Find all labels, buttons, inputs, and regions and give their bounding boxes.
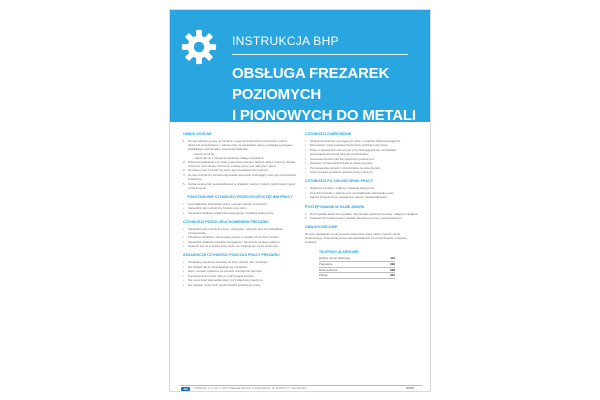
list-item: • Pracy w rękawicach ochronnych przy obracających się narzędziach. (305, 147, 398, 152)
company-logo: AD (181, 387, 190, 392)
list-item: 5. Każdą usterkę lub nieprawidłowość w działaniu maszyny należy natychmiast zgłosić przełożonemu. (183, 181, 296, 190)
list-item: • Nie zbliżać rąk do obracającego się narzędzia. (183, 264, 248, 269)
gear-icon (180, 28, 218, 66)
poster-header (170, 10, 431, 122)
list-item: • Pozostawiania narzędzi i przedmiotów na stole frezarki. (305, 165, 382, 170)
section-title: UWAGI OGÓLNE (183, 132, 212, 136)
list-item: • Przedmiot obrabiany zamocować pewnie w imadle lub na stole frezarki. (183, 235, 280, 240)
list-item: 4. Za stan techniczny frezarki odpowiada pracownik obsługujący oraz jego bezpośredni przełożony. (183, 172, 297, 182)
footer-publisher-text: © ADV24 Sp. z o.o. Sp. k. • 40-177 Dąbrowa Górnicza, ul. Kasprzaka 22 • tel. 32 264 27 77 • www.adv24.pl (193, 387, 307, 390)
list-item: • Usuwania wiórów ręką lub sprężonym powietrzem. (305, 156, 375, 161)
section-before-work (183, 195, 297, 215)
section-emergency (305, 205, 419, 221)
section-title: PODSTAWOWE CZYNNOŚCI PRZED ROZPOCZĘCIEM PRACY (187, 194, 293, 199)
section-title: ZASADNICZE CZYNNOŚCI PODCZAS PRACY FREZARKI (183, 253, 280, 258)
list-item: • Obrabiany przedmiot dosuwać do frezu płynnie, bez szarpnięć. (183, 260, 269, 265)
list-item: • Sprawdzić stan techniczny frezarki oraz osłon. (183, 206, 248, 211)
list-item: • Mocowania i zdejmowania przedmiotów podczas ruchu frezu. (305, 143, 389, 148)
section-title: CZYNNOŚCI ZABRONIONE (305, 132, 352, 136)
section-forbidden (305, 132, 419, 174)
section-before-start (183, 220, 297, 249)
poster-title-line-1: OBSŁUGA FREZAREK POZIOMYCH (232, 65, 390, 103)
left-column (183, 132, 297, 292)
poster-footer (170, 385, 431, 392)
phones-title: TELEFONY ALARMOWE: (319, 250, 360, 255)
right-column (305, 132, 419, 279)
table-row: Ogólny numer alarmowy 112 (319, 256, 395, 261)
poster-title (232, 63, 422, 126)
poster-subtitle: INSTRUKCJA BHP (232, 34, 339, 48)
section-title: CZYNNOŚCI PO ZAKOŃCZENIU PRACY (305, 179, 374, 184)
list-item: • Sprawdzić działanie urządzeń sterujących i hamulców na biegu jałowym. (183, 239, 281, 244)
poster-title-line-2: I PIONOWYCH DO METALI (232, 107, 416, 124)
final-notes-text: W razie wątpliwości co do sposobu wykonania pracy należy zwrócić się do przełożonego. Pracownik ponosi odpowiedzialność za przestrzeganie niniejszej instrukcji. (305, 232, 407, 245)
list-item: • Hamowania wrzeciona ręką lub przedmiotami. (305, 152, 370, 157)
list-item: 3. W czasie pracy frezarki nie wolno jej pozostawiać bez nadzoru. (183, 168, 269, 173)
section-title: POSTĘPOWANIE W RAZIE AWARII (305, 204, 364, 209)
emergency-phones-table (319, 250, 395, 278)
section-after-work (305, 179, 419, 199)
table-row: Straż pożarna 998 (319, 267, 395, 272)
list-item: • Uporządkować stanowisko pracy i usunąć zbędne przedmioty. (183, 201, 268, 206)
list-item: 1. Do samodzielnej pracy na frezarce mogą być dopuszczeni pracownicy, którzy: ukończyli przeszkolenie z zakresu bhp na stanowisku pracy, posiadają wymagane kwalifikacje oraz aktualne orzeczenie lekarskie. (183, 139, 293, 152)
bhp-instruction-poster (169, 9, 431, 392)
list-item: 1. W przypadku awarii lub wypadku natychmiast wyłączyć frezarkę i odłączyć zasilanie. (305, 211, 419, 216)
list-item: • Wyłączyć frezarkę i odłączyć zasilanie elektryczne. (305, 186, 376, 191)
list-item: • Oczyścić frezarkę z wiórów oraz uporządkować stanowisko pracy. (305, 190, 395, 195)
footer-product-code: BHP01 (406, 387, 415, 390)
list-subitem: – zapoznali się z niniejszą instrukcją obsługi urządzenia. (192, 155, 265, 160)
list-item: 2. Przed przystąpieniem do pracy pracownik powinien założyć odzież roboczą, obuwie ochronne oraz okulary ochronne, a włosy ukryć pod nakryciem głowy. (183, 159, 296, 168)
list-item: • Sprawdzić działanie wyłącznika awaryjnego i instalacji elektrycznej. (183, 210, 275, 215)
list-item: • Nie opuszczać stanowiska pracy przy włączonej maszynie. (183, 278, 264, 283)
list-item: • Sprawdzić stan techniczny frezu, uchwytów i narzędzi oraz ich prawidłowe zamocowanie. (183, 226, 283, 235)
list-item: • Obsługi frezarki bez wymaganych osłon i urządzeń zabezpieczających. (305, 139, 401, 143)
section-title: CZYNNOŚCI PRZED URUCHOMIENIEM FREZARKI (183, 219, 269, 224)
list-item: • Upewnić się, że w strefie pracy frezu nie znajdują się osoby postronne. (183, 244, 279, 249)
section-final-notes (305, 225, 419, 244)
list-item: 2. Powiadomić przełożonego i udzielić pierwszej pomocy poszkodowanym. (305, 216, 403, 221)
footer-divider (180, 385, 422, 386)
section-during-work (183, 253, 297, 287)
list-item: • Wióry usuwać wyłącznie za pomocą szczotki lub haczyka. (183, 269, 263, 274)
list-item: • Naprawy i konserwacji frezarki w czasie jej pracy. (305, 161, 374, 166)
list-item: • Zgłosić przełożonemu zauważone usterki i nieprawidłowości. (305, 195, 388, 200)
list-item: • Pomiarów dokonywać tylko po zatrzymaniu frezarki. (183, 273, 255, 278)
title-divider (232, 54, 408, 55)
list-subitem: – ukończyli 18 lat, (192, 151, 215, 156)
section-title: UWAGI KOŃCOWE (305, 225, 338, 230)
section-general (183, 132, 297, 190)
table-row: Pogotowie 999 (319, 262, 395, 266)
list-item: • Nie dotykać ruchomych części frezarki podczas jej pracy. (183, 282, 261, 287)
table-row: Policja 997 (319, 273, 395, 278)
list-item: • Wykonywania pomiarów podczas pracy maszyny. (305, 170, 374, 175)
